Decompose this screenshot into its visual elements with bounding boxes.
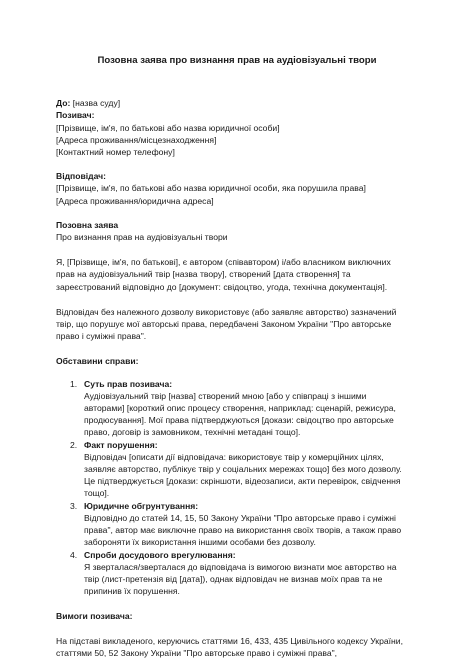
item-line: заявляє авторство, публікує твір у соціальних мережах тощо] без мого дозволу. bbox=[84, 464, 402, 475]
item-heading: Спроби досудового врегулювання: bbox=[84, 549, 236, 560]
item-line: твір (лист-претензія від [дата]), однак відповідач не визнав моїх прав та не bbox=[84, 573, 383, 584]
circumstances-list bbox=[56, 378, 418, 598]
item-heading: Факт порушення: bbox=[84, 439, 158, 450]
demands-line: На підставі викладеного, керуючись статтями 16, 433, 435 Цивільного кодексу України, bbox=[56, 635, 403, 646]
defendant-address: [Адреса проживання/юридична адреса] bbox=[56, 195, 214, 206]
violation-line: Відповідач без належного дозволу використовує (або заявляє авторство) зазначений bbox=[56, 306, 397, 317]
violation-line: твір, що порушує мої авторські права, передбачені Законом України "Про авторське bbox=[56, 319, 392, 330]
plaintiff-heading: Позивач: bbox=[56, 110, 95, 121]
demands-paragraph bbox=[56, 635, 418, 659]
intro-paragraph bbox=[56, 256, 418, 293]
claim-heading: Позовна заява bbox=[56, 219, 119, 230]
item-number: 4. bbox=[70, 549, 78, 560]
claim-subheading: Про визнання прав на аудіовізуальні твори bbox=[56, 232, 228, 243]
defendant-heading: Відповідач: bbox=[56, 171, 107, 182]
intro-line: зареєстрований відповідно до [документ: свідоцтво, угода, технічна документація]. bbox=[56, 281, 388, 292]
list-item bbox=[56, 500, 418, 549]
item-line: Я зверталася/зверталася до відповідача із вимогою визнати моє авторство на bbox=[84, 561, 397, 572]
defendant-section bbox=[56, 170, 418, 207]
item-line: забороняти їх використання іншими особами без дозволу. bbox=[84, 537, 316, 548]
item-line: право, договір із замовником, технічні метадані тощо]. bbox=[84, 427, 301, 438]
plaintiff-address: [Адреса проживання/місцезнаходження] bbox=[56, 134, 217, 145]
item-heading: Юридичне обгрунтування: bbox=[84, 500, 199, 511]
item-line: продюсування]. Мої права підтверджуються [докази: свідоцтво про авторське bbox=[84, 415, 394, 426]
court-line bbox=[56, 97, 418, 109]
intro-line: прав на аудіовізуальний твір [назва твору], створений [дата створення] та bbox=[56, 269, 351, 280]
to-label: До: bbox=[56, 98, 71, 109]
to-value: [назва суду] bbox=[70, 98, 121, 109]
item-line: Це підтверджується [докази: скріншоти, відеозаписи, акти перевірок, свідчення bbox=[84, 476, 401, 487]
item-number: 2. bbox=[70, 439, 78, 450]
violation-paragraph bbox=[56, 306, 418, 343]
list-item bbox=[56, 378, 418, 439]
violation-line: право і суміжні права". bbox=[56, 331, 147, 342]
document-title: Позовна заява про визнання прав на аудіовізуальні твори bbox=[97, 55, 377, 66]
item-line: Відповідно до статей 14, 15, 50 Закону України "Про авторське право і суміжні bbox=[84, 512, 396, 523]
item-line: припинив їх порушення. bbox=[84, 586, 180, 597]
demands-line: статтями 50, 52 Закону України "Про авторське право і суміжні права", bbox=[56, 647, 338, 658]
item-line: права", автор має виключне право на використання своїх творів, а також право bbox=[84, 525, 402, 536]
item-line: Аудіовізуальний твір [назва] створений мною [або у співпраці з іншими bbox=[84, 390, 367, 401]
circumstances-heading: Обставини справи: bbox=[56, 356, 139, 367]
defendant-name: [Прізвище, ім'я, по батькові або назва юридичної особи, яка порушила права] bbox=[56, 183, 366, 194]
item-number: 1. bbox=[70, 378, 78, 389]
item-heading: Суть прав позивача: bbox=[84, 378, 173, 389]
item-line: авторами] [короткий опис процесу створення, наприклад: сценарій, режисура, bbox=[84, 403, 396, 414]
plaintiff-section bbox=[56, 109, 418, 158]
list-item bbox=[56, 439, 418, 500]
item-line: тощо]. bbox=[84, 488, 110, 499]
intro-line: Я, [Прізвище, ім'я, по батькові], є автором (співавтором) і/або власником виключних bbox=[56, 257, 391, 268]
plaintiff-phone: [Контактний номер телефону] bbox=[56, 147, 175, 158]
plaintiff-name: [Прізвище, ім'я, по батькові або назва юридичної особи] bbox=[56, 122, 280, 133]
item-number: 3. bbox=[70, 500, 78, 511]
claim-section bbox=[56, 219, 418, 243]
list-item bbox=[56, 549, 418, 598]
item-line: Відповідач [описати дії відповідача: використовує твір у комерційних цілях, bbox=[84, 451, 384, 462]
demands-heading: Вимоги позивача: bbox=[56, 611, 133, 622]
